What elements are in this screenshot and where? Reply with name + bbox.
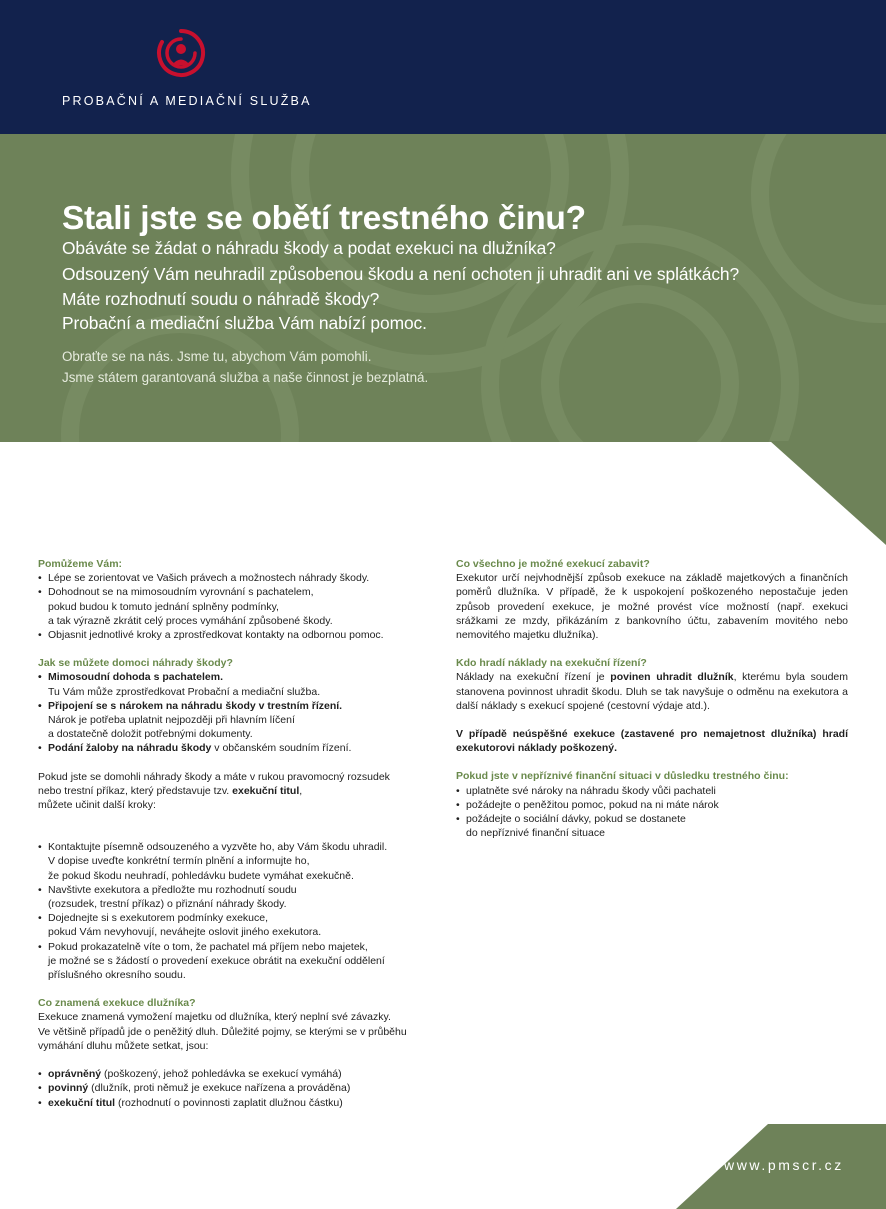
hero-title: Stali jste se obětí trestného činu? bbox=[62, 200, 586, 237]
line-text: nebo trestní příkaz, který představuje tzv. bbox=[38, 784, 233, 797]
list-item bbox=[38, 741, 438, 755]
hero-subtext: Obraťte se na nás. Jsme tu, abychom Vám pomohli. bbox=[62, 349, 372, 364]
paragraph bbox=[456, 670, 848, 713]
list-item bbox=[38, 1081, 438, 1095]
header-bar bbox=[0, 0, 886, 134]
section-compensation bbox=[38, 656, 438, 755]
paragraph-text: Náklady na exekuční řízení je bbox=[456, 671, 611, 684]
section-how-we-help bbox=[38, 557, 438, 642]
corner-triangle-top bbox=[0, 441, 886, 545]
list-item-continuation: (rozsudek, trestní příkaz) o přiznání náhrady škody. bbox=[48, 898, 287, 911]
list-item bbox=[38, 1096, 438, 1110]
section-who-pays bbox=[456, 656, 848, 713]
right-column bbox=[456, 557, 848, 854]
section-heading: Kdo hradí náklady na exekuční řízení? bbox=[456, 657, 647, 670]
website-link[interactable]: www.pmscr.cz bbox=[724, 1157, 844, 1173]
list-item: • Kontaktujte písemně odsouzeného a vyzvěte ho, aby Vám škodu uhradil. bbox=[38, 840, 438, 854]
hero-question: Probační a mediační služba Vám nabízí pomoc. bbox=[62, 313, 427, 333]
section-heading: Pokud jste v nepříznivé finanční situaci v důsledku trestného činu: bbox=[456, 770, 789, 783]
list-item-continuation: Tu Vám může zprostředkovat Probační a mediační služba. bbox=[48, 685, 321, 698]
list-item-continuation: a dostatečně doložit potřebnými dokumenty. bbox=[48, 728, 253, 741]
paragraph-line: Exekuce znamená vymožení majetku od dlužníka, který neplní své závazky. bbox=[38, 1011, 391, 1024]
list-item-continuation: Nárok je potřeba uplatnit nejpozději při hlavním líčení bbox=[48, 714, 295, 727]
list-item-continuation: pokud Vám nevyhovují, neváhejte oslovit jiného exekutora. bbox=[48, 926, 322, 939]
hero-question: Odsouzený Vám neuhradil způsobenou škodu a není ochoten ji uhradit ani ve splátkách? bbox=[62, 264, 740, 284]
list-item: • Dohodnout se na mimosoudním vyrovnání s pachatelem, bbox=[38, 585, 438, 599]
line-text: , bbox=[299, 784, 303, 797]
section-financial-hardship bbox=[456, 769, 848, 840]
hero-question: Obáváte se žádat o náhradu škody a podat exekuci na dlužníka? bbox=[62, 238, 556, 258]
paragraph-line: Ve většině případů jde o peněžitý dluh. Důležité pojmy, se kterými se v průběhu bbox=[38, 1025, 407, 1038]
list-item: • Dojednejte si s exekutorem podmínky exekuce, bbox=[38, 911, 438, 925]
bold-term: povinen uhradit dlužník bbox=[610, 671, 734, 684]
list-item-continuation: příslušného okresního soudu. bbox=[48, 969, 186, 982]
paragraph-line: můžete učinit další kroky: bbox=[38, 799, 156, 812]
section-heading: Co znamená exekuce dlužníka? bbox=[38, 997, 196, 1010]
list-item-continuation: pokud budou k tomuto jednání splněny podmínky, bbox=[48, 600, 279, 613]
list-item: • Mimosoudní dohoda s pachatelem. bbox=[38, 670, 438, 684]
section-enforcement-title bbox=[38, 770, 438, 813]
list-item: • Objasnit jednotlivé kroky a zprostředkovat kontakty na odbornou pomoc. bbox=[38, 628, 438, 642]
list-item bbox=[38, 1067, 438, 1081]
list-item: • Pokud prokazatelně víte o tom, že pachatel má příjem nebo majetek, bbox=[38, 940, 438, 954]
left-column bbox=[38, 557, 438, 1124]
list-item: • Navštivte exekutora a předložte mu rozhodnutí soudu bbox=[38, 883, 438, 897]
hero-question: Máte rozhodnutí soudu o náhradě škody? bbox=[62, 289, 380, 309]
item-text: v občanském soudním řízení. bbox=[211, 742, 352, 755]
paragraph-line: Pokud jste se domohli náhrady škody a máte v rukou pravomocný rozsudek bbox=[38, 770, 390, 783]
list-item-continuation: do nepříznivé finanční situace bbox=[466, 827, 605, 840]
spacer bbox=[38, 826, 438, 840]
section-what-is-enforcement bbox=[38, 996, 438, 1109]
list-item-continuation: V dopise uveďte konkrétní termín plnění a informujte ho, bbox=[48, 855, 310, 868]
paragraph-line: vymáhání dluhu můžete setkat, jsou: bbox=[38, 1039, 209, 1052]
section-heading: Pomůžeme Vám: bbox=[38, 558, 123, 570]
item-text: (dlužník, proti němuž je exekuce nařízena a prováděna) bbox=[88, 1082, 351, 1095]
bold-term: exekuční titul bbox=[232, 784, 300, 797]
section-what-can-be-seized bbox=[456, 557, 848, 642]
bold-term: exekuční titul bbox=[48, 1096, 116, 1109]
decorative-rings bbox=[0, 134, 886, 442]
bold-term: povinný bbox=[48, 1082, 89, 1095]
bold-term: Podání žaloby na náhradu škody bbox=[48, 742, 212, 755]
bold-term: oprávněný bbox=[48, 1068, 102, 1081]
section-heading: Jak se můžete domoci náhrady škody? bbox=[38, 657, 233, 670]
paragraph: Exekutor určí nejvhodnější způsob exekuce na základě majetkových a finančních poměrů dlužníka. V případě, že k uspokojení poškozeného nepostačuje jeden způsob provedení exekuce, je možné provést více možností (např. exekuci srážkami ze mzdy, přikázáním z bankovního účtu, zabavením movitého nebo nemovitého majetku dlužníka). bbox=[456, 572, 848, 642]
list-item: • požádejte o peněžitou pomoc, pokud na ni máte nárok bbox=[456, 798, 848, 812]
section-heading: Co všechno je možné exekucí zabavit? bbox=[456, 558, 650, 570]
person-in-circles-logo bbox=[156, 28, 206, 84]
org-name: PROBAČNÍ A MEDIAČNÍ SLUŽBA bbox=[62, 94, 312, 108]
spacer bbox=[38, 1053, 438, 1067]
paragraph-line bbox=[38, 784, 438, 798]
hero-banner bbox=[0, 134, 886, 442]
list-item: • uplatněte své nároky na náhradu škody vůči pachateli bbox=[456, 784, 848, 798]
list-item: • Připojení se s nárokem na náhradu škody v trestním řízení. bbox=[38, 699, 438, 713]
list-item: • požádejte o sociální dávky, pokud se dostanete bbox=[456, 812, 848, 826]
paragraph-text: , kterému byla soudem stanovena povinnost uhradit škodu. Dluh se tak navyšuje o odměnu na exekutora a další náklady s exekucí spojené (cestovní výdaje atd.). bbox=[456, 671, 848, 712]
list-item-continuation: že pokud škodu neuhradí, pohledávku budete vymáhat exekučně. bbox=[48, 869, 354, 882]
hero-subtext: Jsme státem garantovaná služba a naše činnost je bezplatná. bbox=[62, 370, 429, 385]
list-item-continuation: je možné se s žádostí o provedení exekuce obrátit na exekuční oddělení bbox=[48, 954, 385, 967]
list-item-continuation: a tak výrazně zkrátit celý proces vymáhání způsobené škody. bbox=[48, 614, 333, 627]
section-next-steps bbox=[38, 840, 438, 982]
failed-enforcement-note: V případě neúspěšné exekuce (zastavené pro nemajetnost dlužníka) hradí exekutorovi náklady poškozený. bbox=[456, 728, 848, 755]
list-item: • Lépe se zorientovat ve Vašich právech a možnostech náhrady škody. bbox=[38, 571, 438, 585]
item-text: (rozhodnutí o povinnosti zaplatit dlužnou částku) bbox=[115, 1096, 343, 1109]
item-text: (poškozený, jehož pohledávka se exekucí vymáhá) bbox=[101, 1068, 342, 1081]
